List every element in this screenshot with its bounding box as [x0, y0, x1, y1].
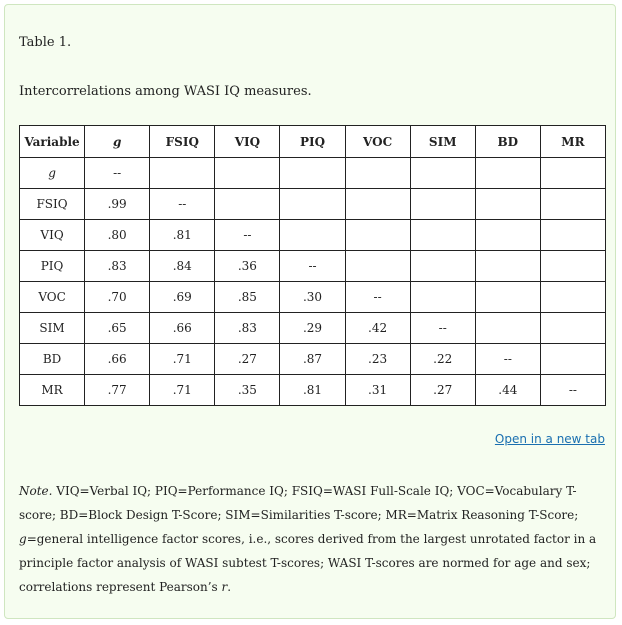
table-cell: .69	[150, 282, 215, 313]
table-cell: .99	[85, 189, 150, 220]
table-note	[19, 479, 604, 599]
table-cell	[150, 158, 215, 189]
header-fsiq: FSIQ	[150, 126, 215, 158]
table-cell: .84	[150, 251, 215, 282]
header-viq: VIQ	[215, 126, 280, 158]
table-cell: --	[280, 251, 345, 282]
row-label: FSIQ	[20, 189, 85, 220]
table-cell	[410, 189, 475, 220]
table-cell: --	[345, 282, 410, 313]
table-cell: .77	[85, 375, 150, 406]
open-in-new-tab-link[interactable]: Open in a new tab	[494, 432, 605, 446]
table-label: Table 1.	[19, 35, 72, 50]
table-cell	[540, 189, 605, 220]
table-row	[20, 158, 606, 189]
table-row	[20, 189, 606, 220]
table-row	[20, 282, 606, 313]
table-cell: .81	[150, 220, 215, 251]
row-label: PIQ	[20, 251, 85, 282]
header-sim: SIM	[410, 126, 475, 158]
table-row	[20, 251, 606, 282]
table-row	[20, 220, 606, 251]
table-cell: --	[475, 344, 540, 375]
table-cell	[540, 158, 605, 189]
table-cell: .65	[85, 313, 150, 344]
table-cell: --	[410, 313, 475, 344]
table-cell	[280, 220, 345, 251]
table-cell: .23	[345, 344, 410, 375]
table-cell	[475, 189, 540, 220]
table-cell: .44	[475, 375, 540, 406]
row-label: MR	[20, 375, 85, 406]
table-cell: .42	[345, 313, 410, 344]
correlation-table	[19, 125, 606, 406]
table-cell: .87	[280, 344, 345, 375]
table-cell	[345, 251, 410, 282]
table-cell: --	[215, 220, 280, 251]
table-row	[20, 313, 606, 344]
table-row	[20, 375, 606, 406]
note-text-1: VIQ=Verbal IQ; PIQ=Performance IQ; FSIQ=WASI Full-Scale IQ; VOC=Vocabulary T-score; BD=Block Design T-Score; SIM=Similarities T-score; MR=Matrix Reasoning T-Score;	[19, 484, 579, 522]
table-cell: .27	[410, 375, 475, 406]
table-cell	[280, 189, 345, 220]
note-lead: Note.	[19, 484, 53, 498]
table-cell: .85	[215, 282, 280, 313]
table-cell: --	[540, 375, 605, 406]
header-piq: PIQ	[280, 126, 345, 158]
table-cell: .83	[85, 251, 150, 282]
table-cell	[410, 282, 475, 313]
row-label: VOC	[20, 282, 85, 313]
table-cell	[410, 220, 475, 251]
table-cell	[345, 220, 410, 251]
table-cell: .36	[215, 251, 280, 282]
table-cell	[475, 220, 540, 251]
row-label: SIM	[20, 313, 85, 344]
header-voc: VOC	[345, 126, 410, 158]
table-cell	[410, 251, 475, 282]
table-cell	[540, 251, 605, 282]
table-cell: .80	[85, 220, 150, 251]
table-cell	[475, 313, 540, 344]
row-label: BD	[20, 344, 85, 375]
table-cell: --	[150, 189, 215, 220]
table-row	[20, 344, 606, 375]
table-cell	[475, 158, 540, 189]
table-cell: .66	[85, 344, 150, 375]
table-cell: .30	[280, 282, 345, 313]
table-cell: .71	[150, 375, 215, 406]
table-header-row	[20, 126, 606, 158]
table-cell	[540, 344, 605, 375]
row-label: g	[20, 158, 85, 189]
table-cell	[345, 189, 410, 220]
table-cell	[540, 313, 605, 344]
note-g: g	[19, 532, 27, 546]
note-r: r	[221, 580, 228, 594]
header-g: g	[85, 126, 150, 158]
table-cell: .35	[215, 375, 280, 406]
table-cell	[215, 189, 280, 220]
note-end: .	[227, 580, 232, 594]
table-cell	[410, 158, 475, 189]
table-cell: .22	[410, 344, 475, 375]
table-cell: .70	[85, 282, 150, 313]
table-title: Intercorrelations among WASI IQ measures.	[19, 84, 312, 99]
table-cell: .81	[280, 375, 345, 406]
table-panel	[4, 4, 616, 619]
header-variable: Variable	[20, 126, 85, 158]
table-cell: .83	[215, 313, 280, 344]
header-mr: MR	[540, 126, 605, 158]
table-cell: .27	[215, 344, 280, 375]
table-cell	[540, 220, 605, 251]
table-cell	[475, 282, 540, 313]
table-cell: .31	[345, 375, 410, 406]
note-text-2: =general intelligence factor scores, i.e., scores derived from the largest unrotated factor in a principle factor analysis of WASI subtest T-scores; WASI T-scores are normed for age and sex; correlations represent Pearson’s	[19, 532, 597, 594]
table-cell	[345, 158, 410, 189]
table-cell	[215, 158, 280, 189]
header-bd: BD	[475, 126, 540, 158]
table-cell: .29	[280, 313, 345, 344]
table-cell	[280, 158, 345, 189]
row-label: VIQ	[20, 220, 85, 251]
table-cell: .71	[150, 344, 215, 375]
table-cell	[475, 251, 540, 282]
table-cell: --	[85, 158, 150, 189]
table-cell	[540, 282, 605, 313]
table-cell: .66	[150, 313, 215, 344]
